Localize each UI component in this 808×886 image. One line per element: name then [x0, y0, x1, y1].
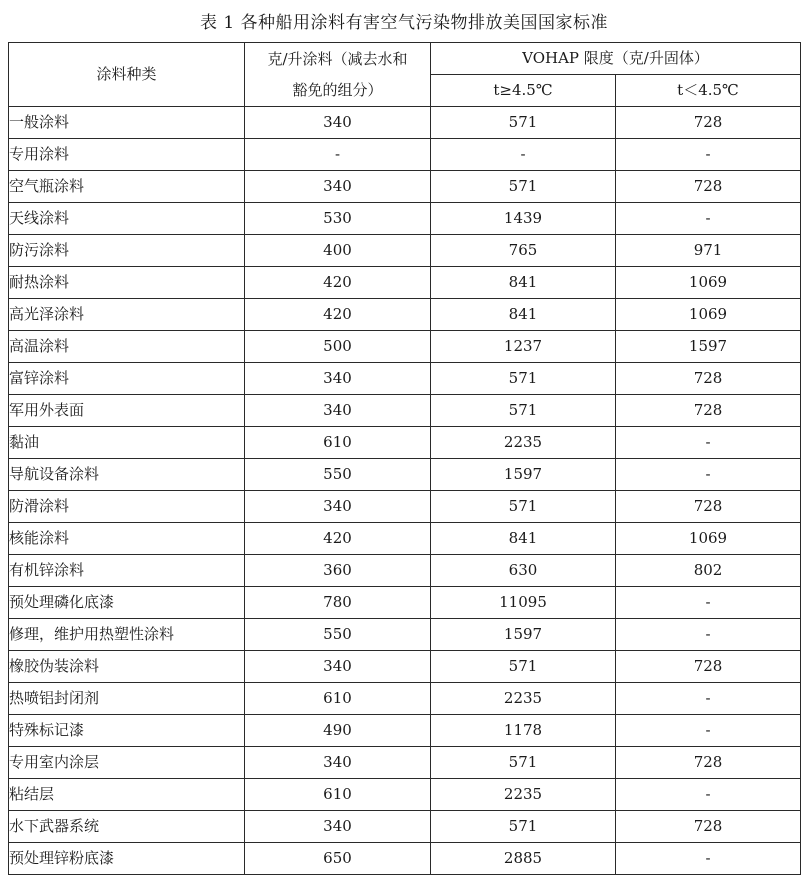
cell-grams-per-liter: 610 [245, 427, 431, 459]
cell-coating-type: 核能涂料 [9, 523, 245, 555]
cell-vohap-temp-ge: 571 [431, 171, 616, 203]
cell-vohap-temp-lt: - [616, 459, 801, 491]
cell-grams-per-liter: 420 [245, 267, 431, 299]
coating-standards-table [8, 42, 801, 875]
cell-vohap-temp-ge: 571 [431, 651, 616, 683]
cell-coating-type: 橡胶伪装涂料 [9, 651, 245, 683]
cell-vohap-temp-lt: 728 [616, 171, 801, 203]
cell-vohap-temp-lt: - [616, 619, 801, 651]
cell-grams-per-liter: 340 [245, 363, 431, 395]
cell-coating-type: 特殊标记漆 [9, 715, 245, 747]
cell-coating-type: 空气瓶涂料 [9, 171, 245, 203]
cell-coating-type: 热喷铝封闭剂 [9, 683, 245, 715]
cell-vohap-temp-ge: 1597 [431, 459, 616, 491]
table-row [9, 363, 801, 395]
table-row [9, 107, 801, 139]
table-row [9, 139, 801, 171]
table-row [9, 171, 801, 203]
cell-coating-type: 修理，维护用热塑性涂料 [9, 619, 245, 651]
cell-grams-per-liter: 340 [245, 651, 431, 683]
cell-vohap-temp-lt: 1069 [616, 299, 801, 331]
cell-vohap-temp-lt: 728 [616, 491, 801, 523]
cell-coating-type: 天线涂料 [9, 203, 245, 235]
header-vohap-limit: VOHAP 限度（克/升固体） [431, 43, 801, 75]
cell-coating-type: 专用涂料 [9, 139, 245, 171]
cell-vohap-temp-ge: 630 [431, 555, 616, 587]
table-row [9, 555, 801, 587]
cell-vohap-temp-ge: 571 [431, 363, 616, 395]
cell-vohap-temp-ge: 1597 [431, 619, 616, 651]
header-grams-per-liter-line2: 豁免的组分） [292, 80, 383, 99]
cell-grams-per-liter: 340 [245, 395, 431, 427]
cell-coating-type: 水下武器系统 [9, 811, 245, 843]
cell-coating-type: 黏油 [9, 427, 245, 459]
cell-vohap-temp-ge: 841 [431, 523, 616, 555]
table-row [9, 235, 801, 267]
cell-grams-per-liter: 340 [245, 811, 431, 843]
cell-vohap-temp-lt: 728 [616, 747, 801, 779]
table-row [9, 651, 801, 683]
cell-vohap-temp-ge: 571 [431, 747, 616, 779]
cell-vohap-temp-lt: - [616, 715, 801, 747]
cell-grams-per-liter: 420 [245, 523, 431, 555]
cell-coating-type: 专用室内涂层 [9, 747, 245, 779]
cell-vohap-temp-ge: 841 [431, 267, 616, 299]
cell-vohap-temp-lt: 1597 [616, 331, 801, 363]
table-row [9, 843, 801, 875]
cell-vohap-temp-ge: - [431, 139, 616, 171]
cell-vohap-temp-lt: 971 [616, 235, 801, 267]
table-row [9, 747, 801, 779]
cell-grams-per-liter: 340 [245, 747, 431, 779]
cell-vohap-temp-ge: 765 [431, 235, 616, 267]
header-coating-type: 涂料种类 [9, 43, 245, 107]
cell-vohap-temp-ge: 1237 [431, 331, 616, 363]
cell-grams-per-liter: 610 [245, 683, 431, 715]
cell-coating-type: 军用外表面 [9, 395, 245, 427]
table-caption: 表 1 各种船用涂料有害空气污染物排放美国国家标准 [199, 13, 609, 33]
cell-grams-per-liter: 420 [245, 299, 431, 331]
table-row [9, 683, 801, 715]
cell-vohap-temp-ge: 1178 [431, 715, 616, 747]
table-row [9, 523, 801, 555]
cell-vohap-temp-lt: 728 [616, 363, 801, 395]
cell-vohap-temp-lt: 728 [616, 395, 801, 427]
cell-vohap-temp-ge: 2235 [431, 779, 616, 811]
cell-grams-per-liter: 340 [245, 171, 431, 203]
cell-coating-type: 预处理磷化底漆 [9, 587, 245, 619]
cell-vohap-temp-lt: - [616, 779, 801, 811]
cell-coating-type: 富锌涂料 [9, 363, 245, 395]
cell-vohap-temp-ge: 2885 [431, 843, 616, 875]
cell-vohap-temp-lt: - [616, 427, 801, 459]
cell-grams-per-liter: 610 [245, 779, 431, 811]
cell-vohap-temp-lt: 802 [616, 555, 801, 587]
cell-grams-per-liter: 550 [245, 619, 431, 651]
cell-coating-type: 粘结层 [9, 779, 245, 811]
cell-vohap-temp-ge: 571 [431, 491, 616, 523]
header-temp-lt: t＜4.5℃ [616, 75, 801, 107]
cell-coating-type: 一般涂料 [9, 107, 245, 139]
cell-vohap-temp-ge: 571 [431, 395, 616, 427]
cell-coating-type: 高温涂料 [9, 331, 245, 363]
cell-vohap-temp-ge: 571 [431, 107, 616, 139]
cell-vohap-temp-lt: - [616, 587, 801, 619]
cell-vohap-temp-lt: - [616, 843, 801, 875]
table-header [9, 43, 801, 107]
cell-vohap-temp-lt: 1069 [616, 523, 801, 555]
table-row [9, 427, 801, 459]
cell-coating-type: 防污涂料 [9, 235, 245, 267]
cell-vohap-temp-ge: 1439 [431, 203, 616, 235]
cell-coating-type: 导航设备涂料 [9, 459, 245, 491]
table-row [9, 619, 801, 651]
cell-coating-type: 高光泽涂料 [9, 299, 245, 331]
cell-grams-per-liter: 400 [245, 235, 431, 267]
table-row [9, 203, 801, 235]
table-body [9, 107, 801, 875]
table-row [9, 811, 801, 843]
table-row [9, 299, 801, 331]
cell-grams-per-liter: 500 [245, 331, 431, 363]
cell-grams-per-liter: - [245, 139, 431, 171]
table-row [9, 779, 801, 811]
cell-vohap-temp-ge: 2235 [431, 427, 616, 459]
cell-vohap-temp-lt: - [616, 683, 801, 715]
table-row [9, 491, 801, 523]
cell-coating-type: 防滑涂料 [9, 491, 245, 523]
cell-coating-type: 耐热涂料 [9, 267, 245, 299]
table-row [9, 331, 801, 363]
table-row [9, 395, 801, 427]
cell-coating-type: 有机锌涂料 [9, 555, 245, 587]
cell-vohap-temp-lt: 1069 [616, 267, 801, 299]
header-temp-ge: t≥4.5℃ [431, 75, 616, 107]
table-row [9, 267, 801, 299]
cell-vohap-temp-ge: 571 [431, 811, 616, 843]
cell-grams-per-liter: 780 [245, 587, 431, 619]
table-row [9, 715, 801, 747]
table-row [9, 459, 801, 491]
cell-grams-per-liter: 340 [245, 107, 431, 139]
cell-grams-per-liter: 360 [245, 555, 431, 587]
cell-vohap-temp-ge: 11095 [431, 587, 616, 619]
table-row [9, 587, 801, 619]
cell-vohap-temp-lt: 728 [616, 651, 801, 683]
cell-grams-per-liter: 550 [245, 459, 431, 491]
cell-vohap-temp-ge: 841 [431, 299, 616, 331]
cell-vohap-temp-lt: - [616, 139, 801, 171]
cell-grams-per-liter: 650 [245, 843, 431, 875]
cell-grams-per-liter: 490 [245, 715, 431, 747]
header-grams-per-liter-line1: 克/升涂料（减去水和 [267, 49, 408, 68]
cell-vohap-temp-ge: 2235 [431, 683, 616, 715]
header-grams-per-liter [245, 43, 431, 107]
cell-grams-per-liter: 530 [245, 203, 431, 235]
cell-vohap-temp-lt: 728 [616, 811, 801, 843]
cell-coating-type: 预处理锌粉底漆 [9, 843, 245, 875]
cell-vohap-temp-lt: - [616, 203, 801, 235]
cell-grams-per-liter: 340 [245, 491, 431, 523]
cell-vohap-temp-lt: 728 [616, 107, 801, 139]
